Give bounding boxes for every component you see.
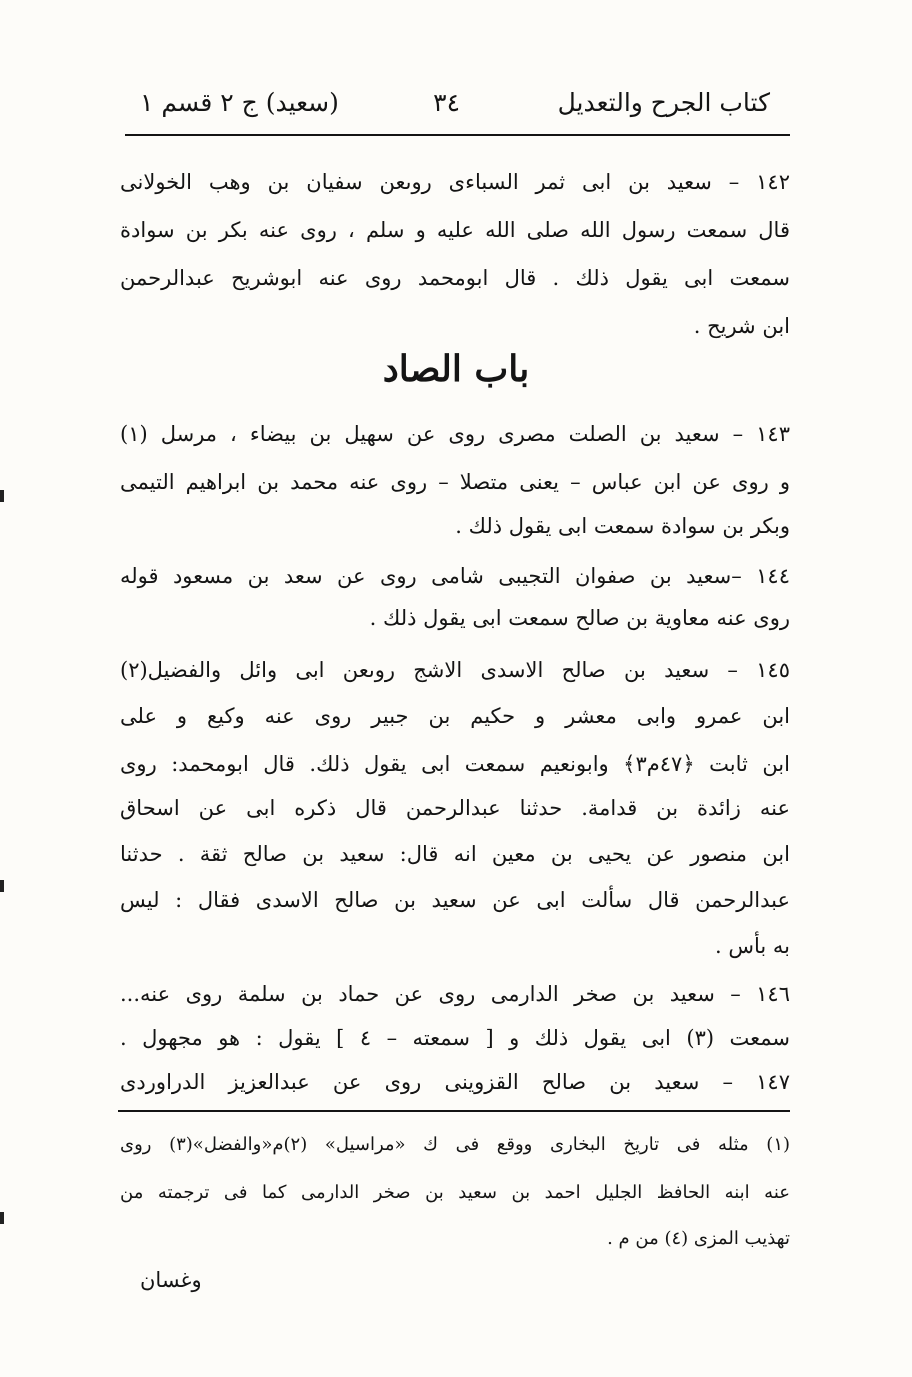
- section-heading: باب الصاد: [382, 348, 530, 390]
- entry-144-line: روى عنه معاوية بن صالح سمعت ابى يقول ذلك .: [369, 606, 790, 630]
- entry-143-line: و روى عن ابن عباس – يعنى متصلا – روى عنه محمد بن ابراهيم التيمى: [120, 470, 790, 494]
- entry-142-line: ١٤٢ – سعيد بن ابى ثمر السباءى روىعن سفيان بن وهب الخولانى: [120, 170, 790, 194]
- entry-145-line: به بأس .: [714, 934, 790, 958]
- entry-145-line: ١٤٥ – سعيد بن صالح الاسدى الاشج روىعن ابى وائل والفضيل(٢): [120, 658, 790, 682]
- scan-edge-mark: [0, 1212, 4, 1224]
- footnote-rule: [118, 1110, 790, 1112]
- entry-142-line: ابن شريح .: [693, 314, 790, 338]
- entry-145-line: عنه زائدة بن قدامة. حدثنا عبدالرحمن قال ذكره ابى عن اسحاق: [120, 796, 790, 820]
- volume-info: (سعيد) ج ٢ قسم ١: [140, 88, 339, 117]
- scan-edge-mark: [0, 880, 4, 892]
- entry-145-line: عبدالرحمن قال سألت ابى عن سعيد بن صالح الاسدى فقال : ليس: [120, 888, 790, 912]
- footnote-line: عنه ابنه الحافظ الجليل احمد بن سعيد بن صخر الدارمى كما فى ترجمته من: [120, 1182, 790, 1203]
- page-number: ٣٤: [433, 88, 460, 117]
- entry-144-line: ١٤٤ –سعيد بن صفوان التجيبى شامى روى عن سعد بن مسعود قوله: [120, 564, 790, 588]
- entry-143-line: ١٤٣ – سعيد بن الصلت مصرى روى عن سهيل بن بيضاء ، مرسل (١): [120, 422, 790, 446]
- entry-146-line: ١٤٦ – سعيد بن صخر الدارمى روى عن حماد بن سلمة روى عنه...: [120, 982, 790, 1006]
- entry-146-line: سمعت (٣) ابى يقول ذلك و [ سمعته – ٤ ] يقول : هو مجهول .: [120, 1026, 790, 1050]
- entry-145-line: ابن منصور عن يحيى بن معين انه قال: سعيد بن صالح ثقة . حدثنا: [120, 842, 790, 866]
- footnote-line: تهذيب المزى (٤) من م .: [607, 1228, 790, 1249]
- footnote-line: (١) مثله فى تاريخ البخارى ووقع فى ك «مراسيل» (٢)م«والفضل»(٣) روى: [120, 1134, 791, 1155]
- entry-145-line: ابن عمرو وابى معشر و حكيم بن جبير روى عنه وكيع و على: [120, 704, 790, 728]
- book-title: كتاب الجرح والتعديل: [557, 88, 770, 117]
- entry-145-line: ابن ثابت ﴿٤٧م٣﴾ وابونعيم سمعت ابى يقول ذلك. قال ابومحمد: روى: [120, 752, 790, 776]
- header-rule: [125, 134, 790, 136]
- entry-147-line: ١٤٧ – سعيد بن صالح القزوينى روى عن عبدالعزيز الدراوردى: [120, 1070, 790, 1094]
- entry-142-line: قال سمعت رسول الله صلى الله عليه و سلم ، روى عنه بكر بن سوادة: [120, 218, 790, 242]
- scan-edge-mark: [0, 490, 4, 502]
- entry-143-line: وبكر بن سوادة سمعت ابى يقول ذلك .: [455, 514, 790, 538]
- running-header: [140, 84, 770, 130]
- catchword: وغسان: [140, 1268, 202, 1292]
- entry-142-line: سمعت ابى يقول ذلك . قال ابومحمد روى عنه ابوشريح عبدالرحمن: [120, 266, 790, 290]
